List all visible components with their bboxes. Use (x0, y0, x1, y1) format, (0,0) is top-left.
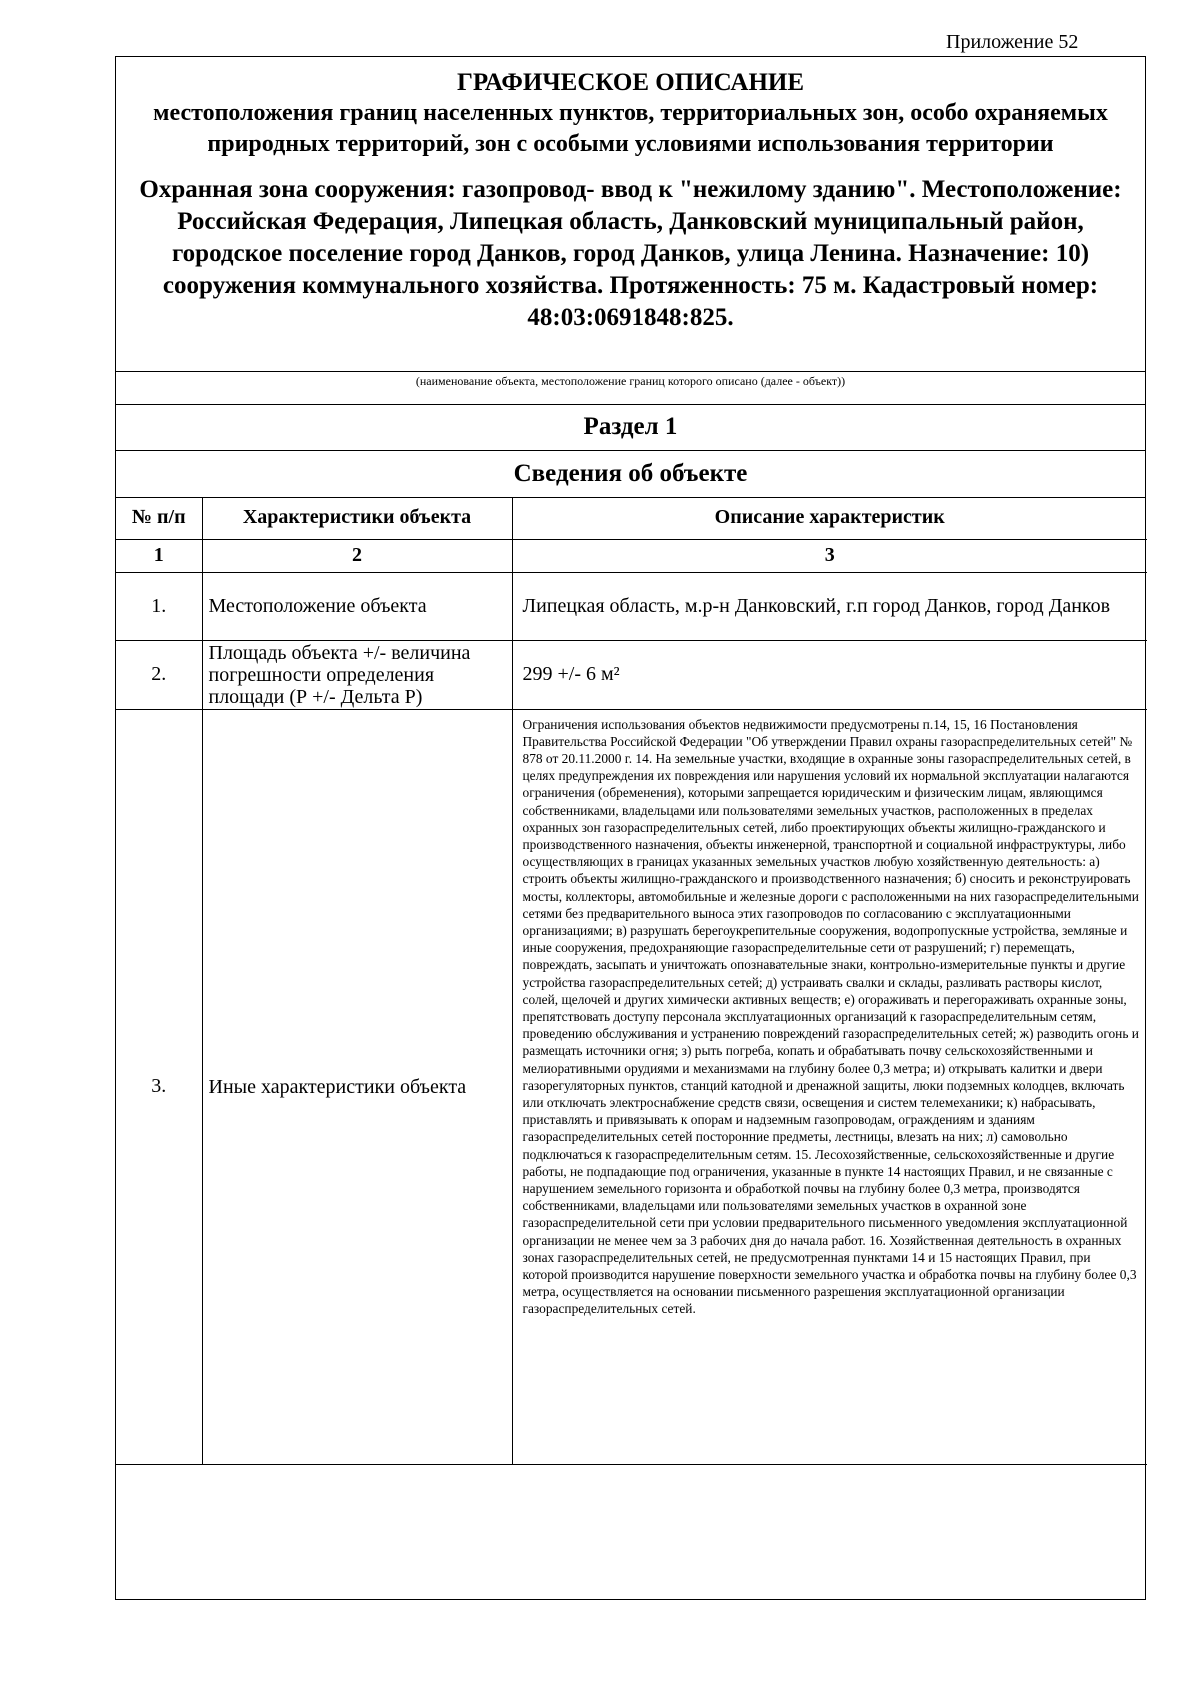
table-row (116, 709, 1147, 1464)
row-number: 2. (116, 640, 202, 709)
header-cell-number: № п/п (116, 497, 202, 539)
document-header (116, 57, 1145, 367)
row-description: 299 +/- 6 м² (512, 640, 1147, 709)
appendix-label: Приложение 52 (946, 31, 1079, 53)
column-number-2: 2 (202, 539, 512, 572)
column-number-row (116, 539, 1147, 572)
object-name: Охранная зона сооружения: газопровод- ввод к "нежилому зданию". Местоположение: Российская Федерация, Липецкая область, Данковский муниципальный район, городское поселение город Данков, город Данков, улица Ленина. Назначение: 10) сооружения коммунального хозяйства. Протяженность: 75 м. Кадастровый номер: 48:03:0691848:825. (139, 176, 1122, 331)
row-number: 3. (116, 709, 202, 1464)
table-row (116, 640, 1147, 709)
object-caption: (наименование объекта, местоположение границ которого описано (далее - объект)) (415, 374, 846, 388)
row-description: Ограничения использования объектов недвижимости предусмотрены п.14, 15, 16 Постановления Правительства Российской Федерации "Об утверждении Правил охраны газораспределительных сетей" № 878 от 20.11.2000 г. 14. На земельные участки, входящие в охранные зоны газораспределительных сетей, в целях предупреждения их повреждения или нарушения условий их нормальной эксплуатации налагаются ограничения (обременения), которыми запрещается юридическим и физическим лицам, являющимся собственниками, владельцами или пользователями земельных участков, расположенных в пределах охранных зон газораспределительных сетей, либо проектирующих объекты жилищно-гражданского и производственного назначения, объекты инженерной, транспортной и социальной инфраструктуры, либо осуществляющих в границах указанных земельных участков любую хозяйственную деятельность: а) строить объекты жилищно-гражданского и производственного назначения; б) сносить и реконструировать мосты, коллекторы, автомобильные и железные дороги с расположенными на них газораспределительными сетями без предварительного выноса этих газопроводов по согласованию с эксплуатационными организациями; в) разрушать берегоукрепительные сооружения, водопропускные устройства, земляные и иные сооружения, предохраняющие газораспределительные сети от разрушений; г) перемещать, повреждать, засыпать и уничтожать опознавательные знаки, контрольно-измерительные пункты и другие устройства газораспределительных сетей; д) устраивать свалки и склады, разливать растворы кислот, солей, щелочей и других химически активных веществ; е) огораживать и перегораживать охранные зоны, препятствовать доступу персонала эксплуатационных организаций к газораспределительным сетям, проведению обслуживания и устранению повреждений газораспределительных сетей; ж) разводить огонь и размещать источники огня; з) рыть погреба, копать и обрабатывать почву сельскохозяйственными и мелиоративными орудиями и механизмами на глубину более 0,3 метра; и) открывать калитки и двери газорегуляторных пунктов, станций катодной и дренажной защиты, люки подземных колодцев, включать или отключать электроснабжение средств связи, освещения и систем телемеханики; к) набрасывать, приставлять и привязывать к опорам и надземным газопроводам, ограждениям и зданиям газораспределительных сетей посторонние предметы, лестницы, влезать на них; л) самовольно подключаться к газораспределительным сетям. 15. Лесохозяйственные, сельскохозяйственные и другие работы, не подпадающие под ограничения, указанные в пункте 14 настоящих Правил, и не связанные с нарушением земельного горизонта и обработкой почвы на глубину более 0,3 метра, производятся собственниками, владельцами или пользователями земельных участков в охранной зоне газораспределительной сети при условии предварительного письменного уведомления эксплуатационной организации не менее чем за 3 рабочих дня до начала работ. 16. Хозяйственная деятельность в охранных зонах газораспределительных сетей, не предусмотренная пунктами 14 и 15 настоящих Правил, при которой производится нарушение поверхности земельного участка и обработка почвы на глубину более 0,3 метра, осуществляется на основании письменного разрешения эксплуатационной организации газораспределительных сетей. (512, 709, 1147, 1464)
row-characteristic: Иные характеристики объекта (202, 709, 512, 1464)
object-info-table (116, 497, 1147, 1465)
document-subtitle: местоположения границ населенных пунктов, территориальных зон, особо охраняемых природных территорий, зон с особыми условиями использования территории (153, 100, 1108, 157)
header-cell-characteristic: Характеристики объекта (202, 497, 512, 539)
table-header-row (116, 497, 1147, 539)
row-characteristic: Местоположение объекта (202, 572, 512, 640)
column-number-3: 3 (512, 539, 1147, 572)
row-number: 1. (116, 572, 202, 640)
row-characteristic: Площадь объекта +/- величина погрешности определения площади (Р +/- Дельта Р) (202, 640, 512, 709)
table-row (116, 572, 1147, 640)
divider (116, 371, 1145, 372)
section-subtitle: Сведения об объекте (513, 460, 748, 487)
header-cell-description: Описание характеристик (512, 497, 1147, 539)
section-title: Раздел 1 (583, 413, 678, 440)
document-title: ГРАФИЧЕСКОЕ ОПИСАНИЕ (456, 69, 805, 96)
document-frame (115, 56, 1146, 1600)
column-number-1: 1 (116, 539, 202, 572)
row-description: Липецкая область, м.р-н Данковский, г.п город Данков, город Данков (512, 572, 1147, 640)
